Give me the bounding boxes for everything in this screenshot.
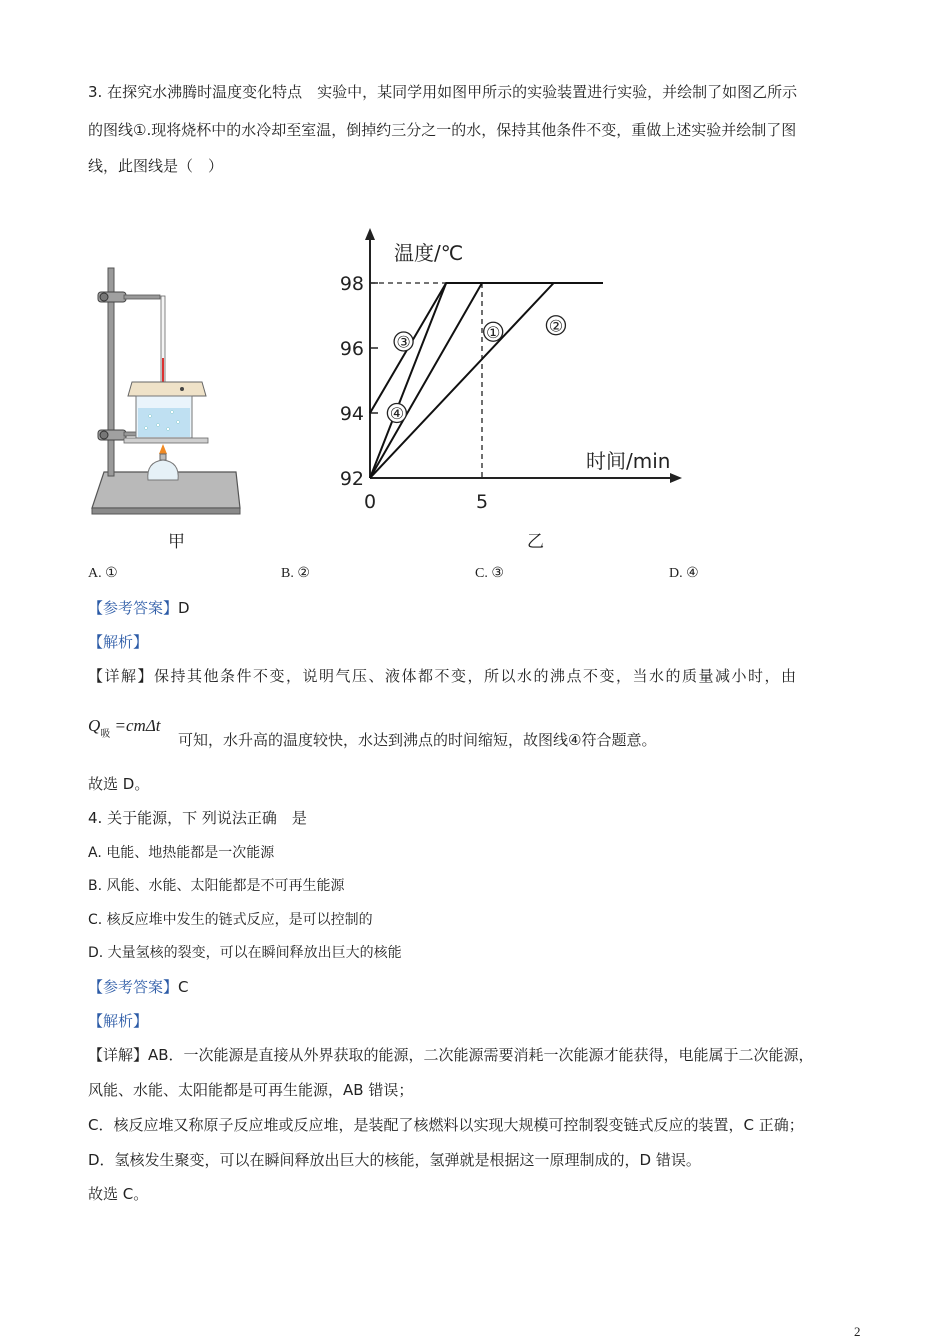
q4-answer-tag: 【参考答案】 — [88, 978, 179, 996]
q4-option-c: C. 核反应堆中发生的链式反应，是可以控制的 — [88, 912, 373, 928]
q3-formula-row — [88, 716, 161, 745]
formula-q: Q — [88, 716, 101, 735]
q3-option-d: D. ④ — [669, 566, 699, 581]
q3-answer-tag: 【参考答案】 — [88, 599, 179, 617]
temperature-time-chart — [330, 228, 690, 518]
series-label-3: ③ — [396, 332, 411, 352]
series-label-2: ② — [548, 316, 564, 336]
series-line-2 — [370, 283, 603, 478]
y-tick-label: 92 — [339, 468, 364, 490]
q3-stem-line-3: 线，此图线是（ ） — [88, 157, 224, 175]
q3-conclusion: 故选 D。 — [88, 775, 150, 793]
q4-detail-line-1: 【详解】AB．一次能源是直接从外界获取的能源，二次能源需要消耗一次能源才能获得，电能属于二次能源， — [88, 1046, 814, 1064]
figure-label-yi: 乙 — [527, 532, 544, 552]
q4-stem: 4. 关于能源，下 列说法正确 是 — [88, 809, 307, 827]
y-axis-arrow — [365, 228, 375, 240]
q3-answer-value: D — [178, 599, 190, 617]
formula-rest: =cmΔt — [110, 716, 161, 735]
y-tick-label: 94 — [339, 403, 364, 425]
q3-stem-line-1: 3. 在探究水沸腾时温度变化特点 实验中，某同学用如图甲所示的实验装置进行实验，并绘制了如图乙所示 — [88, 83, 798, 101]
x-axis-label: 时间/min — [586, 449, 671, 473]
x-tick-label: 0 — [363, 491, 377, 513]
q4-answer-value: C — [178, 978, 189, 996]
q4-detail-line-3: C．核反应堆又称原子反应堆或反应堆，是装配了核燃料以实现大规模可控制裂变链式反应的装置，C 正确； — [88, 1116, 804, 1134]
q3-detail-line-1: 【详解】保持其他条件不变，说明气压、液体都不变，所以水的沸点不变，当水的质量减小时，由 — [88, 667, 798, 685]
series-label-4: ④ — [389, 404, 405, 423]
series-line-1 — [370, 283, 603, 478]
q4-analysis-tag: 【解析】 — [88, 1012, 149, 1030]
q3-analysis-tag: 【解析】 — [88, 633, 149, 651]
x-tick-label: 5 — [475, 491, 489, 513]
figure-label-jia: 甲 — [168, 532, 185, 552]
series-line-4 — [370, 283, 446, 478]
q3-answer-row — [88, 598, 190, 618]
q4-option-d: D. 大量氢核的裂变，可以在瞬间释放出巨大的核能 — [88, 945, 402, 961]
q4-option-b: B. 风能、水能、太阳能都是不可再生能源 — [88, 878, 345, 894]
y-tick-label: 96 — [339, 338, 364, 360]
q3-option-a: A. ① — [88, 566, 118, 581]
q4-answer-row — [88, 977, 189, 997]
series-label-1: ① — [486, 322, 501, 342]
x-axis-arrow — [670, 473, 682, 483]
q3-option-b: B. ② — [281, 566, 310, 581]
q3-detail-line-2: 可知，水升高的温度较快，水达到沸点的时间缩短，故图线④符合题意。 — [178, 731, 657, 749]
formula-subscript: 吸 — [100, 729, 111, 740]
q4-detail-line-2: 风能、水能、太阳能都是可再生能源，AB 错误； — [88, 1081, 414, 1099]
q4-option-a: A. 电能、地热能都是一次能源 — [88, 845, 275, 861]
apparatus-figure — [88, 262, 248, 522]
y-tick-label: 98 — [339, 273, 364, 295]
q4-conclusion: 故选 C。 — [88, 1185, 149, 1203]
q4-detail-line-4: D．氢核发生聚变，可以在瞬间释放出巨大的核能，氢弹就是根据这一原理制成的，D 错误。 — [88, 1151, 701, 1169]
y-axis-label: 温度/℃ — [394, 241, 464, 265]
q3-option-c: C. ③ — [475, 566, 504, 581]
q3-stem-line-2: 的图线①.现将烧杯中的水冷却至室温，倒掉约三分之一的水，保持其他条件不变，重做上述实验并绘制了图 — [88, 121, 797, 139]
page-number: 2 — [854, 1324, 861, 1339]
